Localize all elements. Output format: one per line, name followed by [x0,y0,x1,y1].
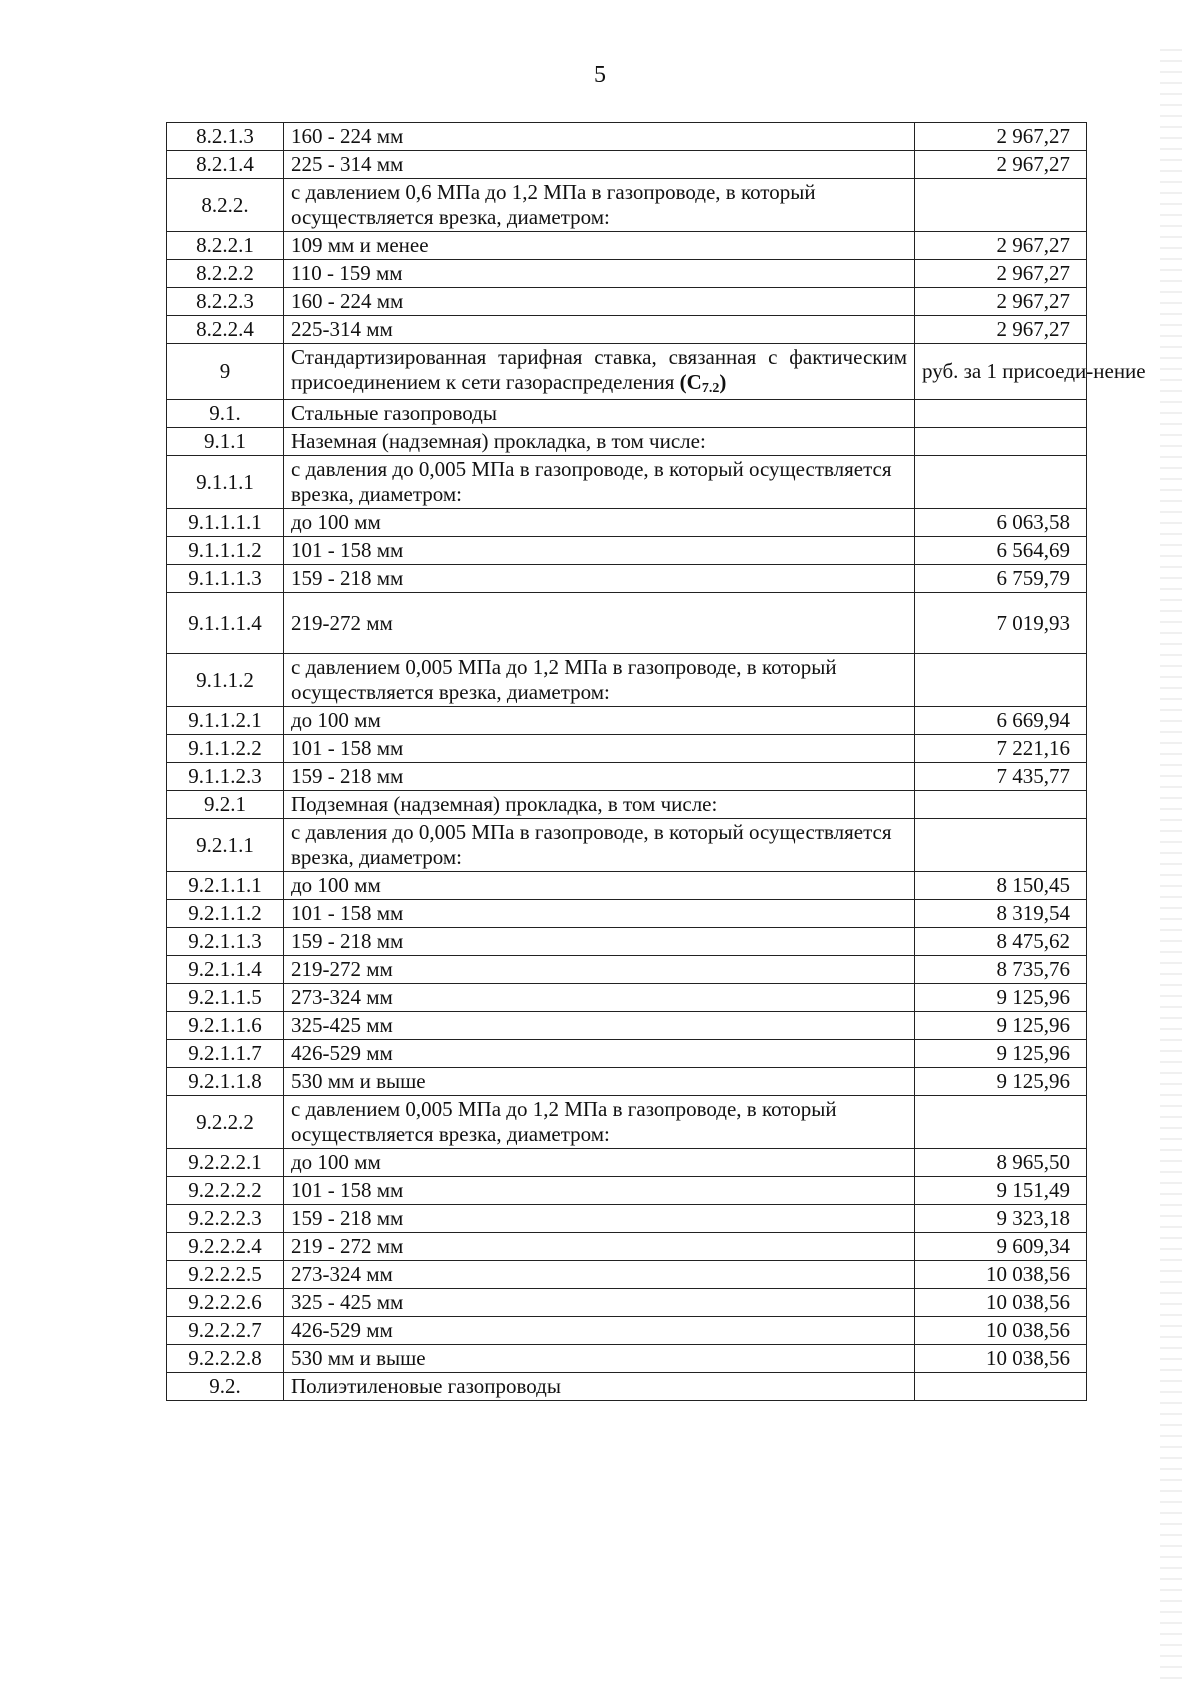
table-row [167,1261,1087,1289]
row-description: 159 - 218 мм [284,763,915,791]
table-row [167,819,1087,872]
row-value: 9 125,96 [915,1040,1087,1068]
row-description: Стальные газопроводы [284,400,915,428]
row-description: с давления до 0,005 МПа в газопроводе, в который осуществляется врезка, диаметром: [284,456,915,509]
row-value [915,456,1087,509]
table-row [167,763,1087,791]
row-description: 159 - 218 мм [284,1205,915,1233]
row-description: 159 - 218 мм [284,928,915,956]
row-code: 9.2.1.1.3 [167,928,284,956]
row-code: 9.2.2.2.1 [167,1149,284,1177]
table-row [167,537,1087,565]
row-description: Полиэтиленовые газопроводы [284,1373,915,1401]
row-code: 9.2.1.1.2 [167,900,284,928]
formula-open: (С [679,370,702,394]
row-value: 8 965,50 [915,1149,1087,1177]
row-code: 8.2.1.4 [167,151,284,179]
table-row [167,593,1087,654]
row-code: 9.2.2.2.5 [167,1261,284,1289]
row-code: 9.1.1.2 [167,654,284,707]
table-row [167,400,1087,428]
table-row [167,1040,1087,1068]
row-code: 9.2.2.2.2 [167,1177,284,1205]
row-value: 10 038,56 [915,1317,1087,1345]
row-code: 9.2.2.2 [167,1096,284,1149]
table-row [167,1345,1087,1373]
table-row [167,735,1087,763]
row-value: 8 319,54 [915,900,1087,928]
table-row [167,791,1087,819]
row-value: 8 735,76 [915,956,1087,984]
row-code: 8.2.2.2 [167,260,284,288]
row-description: 273-324 мм [284,984,915,1012]
row-code: 8.2.2.4 [167,316,284,344]
table-row [167,260,1087,288]
row-code: 9.2.2.2.8 [167,1345,284,1373]
row-value: 8 475,62 [915,928,1087,956]
row-code: 9.2. [167,1373,284,1401]
row-value [915,819,1087,872]
row-description: с давлением 0,6 МПа до 1,2 МПа в газопроводе, в который осуществляется врезка, диаметром: [284,179,915,232]
row-value: 6 759,79 [915,565,1087,593]
table-row [167,654,1087,707]
row-code: 9.2.1.1.7 [167,1040,284,1068]
row-value: 2 967,27 [915,232,1087,260]
row-value: 10 038,56 [915,1261,1087,1289]
row-code: 8.2.2.3 [167,288,284,316]
row-value: 2 967,27 [915,260,1087,288]
table-row [167,316,1087,344]
row-code: 9.1.1.1.4 [167,593,284,654]
row-value: 2 967,27 [915,123,1087,151]
row-description: 426-529 мм [284,1317,915,1345]
table-row [167,1289,1087,1317]
table-row [167,456,1087,509]
row-description: 225 - 314 мм [284,151,915,179]
row-description: до 100 мм [284,509,915,537]
row-value [915,400,1087,428]
row-value: 2 967,27 [915,151,1087,179]
row-description: 101 - 158 мм [284,1177,915,1205]
row-code: 9.1.1 [167,428,284,456]
table-row [167,1068,1087,1096]
row-unit: руб. за 1 присоеди-нение [915,344,1087,400]
row-value: 9 609,34 [915,1233,1087,1261]
table-row [167,928,1087,956]
row-code: 8.2.2.1 [167,232,284,260]
row-value: 9 125,96 [915,1012,1087,1040]
row-value: 8 150,45 [915,872,1087,900]
row-value: 2 967,27 [915,288,1087,316]
table-row [167,1012,1087,1040]
row-code: 9.1. [167,400,284,428]
row-description: 325-425 мм [284,1012,915,1040]
scan-edge-artifact [1160,40,1182,1680]
row-description: 219 - 272 мм [284,1233,915,1261]
page-number: 5 [594,62,606,88]
row-code: 9.1.1.1.1 [167,509,284,537]
row-description: 101 - 158 мм [284,900,915,928]
row-description: 225-314 мм [284,316,915,344]
table-row [167,707,1087,735]
row-value [915,1096,1087,1149]
row-description: до 100 мм [284,1149,915,1177]
row-description: 219-272 мм [284,956,915,984]
row-value: 9 125,96 [915,984,1087,1012]
row-description: 101 - 158 мм [284,537,915,565]
row-value: 2 967,27 [915,316,1087,344]
row-code: 9.2.1.1.1 [167,872,284,900]
row-value: 7 435,77 [915,763,1087,791]
table-row [167,179,1087,232]
row-code: 9.2.2.2.3 [167,1205,284,1233]
table-row [167,1177,1087,1205]
row-code: 9.2.1.1.4 [167,956,284,984]
row-code: 9.1.1.2.3 [167,763,284,791]
row-description: 325 - 425 мм [284,1289,915,1317]
row-description [284,344,915,400]
row-value: 9 151,49 [915,1177,1087,1205]
table-row [167,565,1087,593]
row-code: 9.2.1 [167,791,284,819]
row-description-text: Стандартизированная тарифная ставка, связанная с фактическим присоединением к сети газораспределения [291,345,907,394]
row-description: с давления до 0,005 МПа в газопроводе, в который осуществляется врезка, диаметром: [284,819,915,872]
row-value [915,428,1087,456]
row-value [915,654,1087,707]
table-row [167,123,1087,151]
row-value: 10 038,56 [915,1345,1087,1373]
row-description: 109 мм и менее [284,232,915,260]
table-row [167,900,1087,928]
row-description: до 100 мм [284,707,915,735]
row-description: с давлением 0,005 МПа до 1,2 МПа в газопроводе, в который осуществляется врезка, диаметром: [284,1096,915,1149]
row-value: 6 564,69 [915,537,1087,565]
table-row [167,232,1087,260]
row-description: 426-529 мм [284,1040,915,1068]
row-value [915,791,1087,819]
row-description: с давлением 0,005 МПа до 1,2 МПа в газопроводе, в который осуществляется врезка, диаметром: [284,654,915,707]
row-description: 110 - 159 мм [284,260,915,288]
row-code: 9 [167,344,284,400]
table-row [167,1096,1087,1149]
row-code: 9.2.1.1.5 [167,984,284,1012]
row-code: 9.2.2.2.4 [167,1233,284,1261]
row-description: 101 - 158 мм [284,735,915,763]
formula-close: ) [719,370,727,394]
row-value [915,179,1087,232]
row-description: 530 мм и выше [284,1345,915,1373]
row-value: 9 125,96 [915,1068,1087,1096]
row-code: 9.1.1.2.2 [167,735,284,763]
row-description: 160 - 224 мм [284,123,915,151]
row-value: 7 221,16 [915,735,1087,763]
row-description: 219-272 мм [284,593,915,654]
row-description: 530 мм и выше [284,1068,915,1096]
row-value: 6 063,58 [915,509,1087,537]
formula-subscript: 7.2 [701,381,720,396]
row-description: 159 - 218 мм [284,565,915,593]
table-row [167,872,1087,900]
row-value: 7 019,93 [915,593,1087,654]
row-code: 9.2.1.1.6 [167,1012,284,1040]
row-code: 9.1.1.1.2 [167,537,284,565]
row-description: 273-324 мм [284,1261,915,1289]
row-code: 9.2.2.2.7 [167,1317,284,1345]
row-value [915,1373,1087,1401]
row-code: 9.2.2.2.6 [167,1289,284,1317]
table-row [167,1317,1087,1345]
row-value: 6 669,94 [915,707,1087,735]
row-value: 10 038,56 [915,1289,1087,1317]
row-code: 8.2.1.3 [167,123,284,151]
row-description: Наземная (надземная) прокладка, в том числе: [284,428,915,456]
row-code: 9.2.1.1 [167,819,284,872]
row-description: до 100 мм [284,872,915,900]
row-value: 9 323,18 [915,1205,1087,1233]
table-row [167,1149,1087,1177]
row-description: 160 - 224 мм [284,288,915,316]
formula-label [680,370,727,394]
tariff-table [166,122,1146,1401]
table-row [167,1233,1087,1261]
row-description: Подземная (надземная) прокладка, в том числе: [284,791,915,819]
table-row [167,151,1087,179]
row-code: 9.1.1.1.3 [167,565,284,593]
table-row [167,509,1087,537]
table-row [167,1205,1087,1233]
table-row [167,344,1087,400]
row-code: 9.1.1.2.1 [167,707,284,735]
table-row [167,428,1087,456]
row-code: 8.2.2. [167,179,284,232]
row-code: 9.1.1.1 [167,456,284,509]
table-row [167,288,1087,316]
row-code: 9.2.1.1.8 [167,1068,284,1096]
table-row [167,984,1087,1012]
table-row [167,1373,1087,1401]
table-row [167,956,1087,984]
